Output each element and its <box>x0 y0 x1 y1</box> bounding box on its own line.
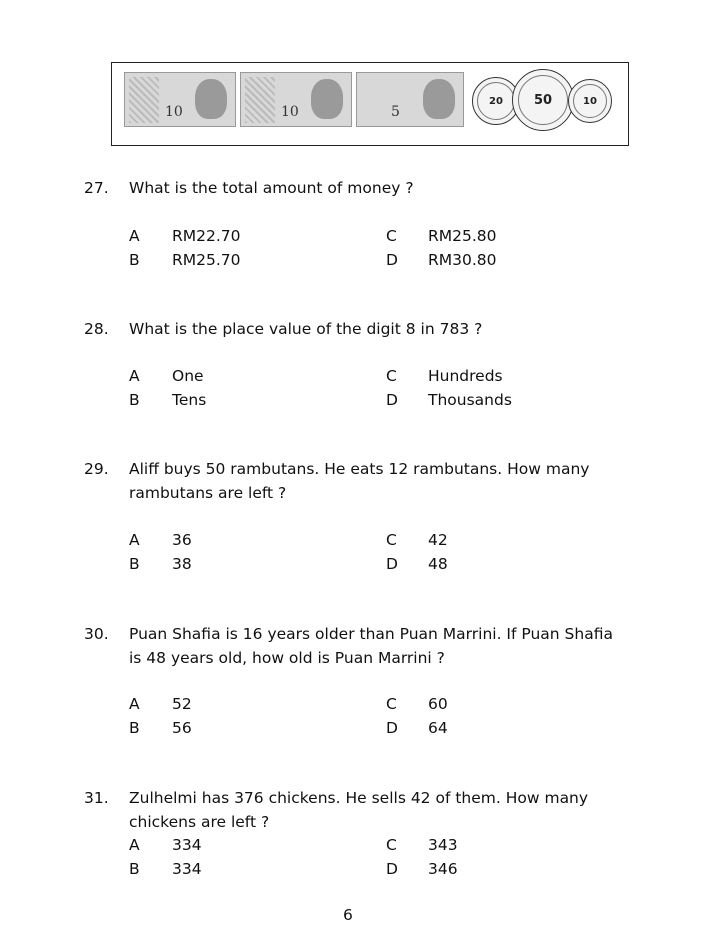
option-a: 334 <box>172 836 202 854</box>
option-b: 56 <box>172 719 192 737</box>
option-c: 42 <box>428 531 448 549</box>
banknote-rm10 <box>124 72 236 127</box>
question-text: What is the place value of the digit 8 in 783 ? <box>129 320 483 338</box>
portrait-icon <box>311 79 343 119</box>
question-number: 30. <box>84 625 109 643</box>
coin-value: 10 <box>583 95 597 107</box>
option-letter-d: D <box>386 860 398 878</box>
coin-10-sen <box>568 79 612 123</box>
option-c: 343 <box>428 836 458 854</box>
option-letter-b: B <box>129 251 140 269</box>
option-letter-a: A <box>129 695 140 713</box>
option-a: RM22.70 <box>172 227 241 245</box>
option-a: 36 <box>172 531 192 549</box>
banknote-rm5 <box>356 72 464 127</box>
option-c: RM25.80 <box>428 227 497 245</box>
option-letter-c: C <box>386 836 397 854</box>
note-value: 5 <box>391 104 400 120</box>
option-d: 48 <box>428 555 448 573</box>
option-letter-a: A <box>129 531 140 549</box>
option-a: One <box>172 367 204 385</box>
option-letter-d: D <box>386 251 398 269</box>
coin-value: 50 <box>533 92 553 108</box>
option-b: 38 <box>172 555 192 573</box>
question-text: Puan Shafia is 16 years older than Puan Marrini. If Puan Shafia <box>129 625 613 643</box>
note-pattern <box>245 77 275 123</box>
option-letter-a: A <box>129 227 140 245</box>
note-pattern <box>129 77 159 123</box>
option-letter-b: B <box>129 391 140 409</box>
question-number: 28. <box>84 320 109 338</box>
option-letter-c: C <box>386 531 397 549</box>
question-number: 29. <box>84 460 109 478</box>
option-d: Thousands <box>428 391 512 409</box>
option-b: 334 <box>172 860 202 878</box>
option-a: 52 <box>172 695 192 713</box>
note-value: 10 <box>165 104 183 120</box>
option-d: 64 <box>428 719 448 737</box>
option-d: 346 <box>428 860 458 878</box>
question-text: Zulhelmi has 376 chickens. He sells 42 of them. How many <box>129 789 589 807</box>
option-c: 60 <box>428 695 448 713</box>
banknote-rm10 <box>240 72 352 127</box>
option-letter-c: C <box>386 227 397 245</box>
question-text: is 48 years old, how old is Puan Marrini ? <box>129 649 445 667</box>
question-text: chickens are left ? <box>129 813 270 831</box>
option-letter-d: D <box>386 555 398 573</box>
question-number: 27. <box>84 179 109 197</box>
option-letter-b: B <box>129 860 140 878</box>
portrait-icon <box>423 79 455 119</box>
question-text: Aliff buys 50 rambutans. He eats 12 rambutans. How many <box>129 460 590 478</box>
question-text: rambutans are left ? <box>129 484 287 502</box>
question-number: 31. <box>84 789 109 807</box>
option-letter-d: D <box>386 391 398 409</box>
option-d: RM30.80 <box>428 251 497 269</box>
coin-value: 20 <box>489 95 503 107</box>
option-letter-c: C <box>386 695 397 713</box>
option-letter-b: B <box>129 555 140 573</box>
option-letter-d: D <box>386 719 398 737</box>
page-number: 6 <box>343 906 353 924</box>
question-text: What is the total amount of money ? <box>129 179 414 197</box>
option-letter-c: C <box>386 367 397 385</box>
note-value: 10 <box>281 104 299 120</box>
option-b: Tens <box>172 391 207 409</box>
option-letter-a: A <box>129 836 140 854</box>
portrait-icon <box>195 79 227 119</box>
option-b: RM25.70 <box>172 251 241 269</box>
coin-50-sen <box>512 69 574 131</box>
option-letter-a: A <box>129 367 140 385</box>
option-letter-b: B <box>129 719 140 737</box>
option-c: Hundreds <box>428 367 503 385</box>
money-image <box>111 62 629 146</box>
